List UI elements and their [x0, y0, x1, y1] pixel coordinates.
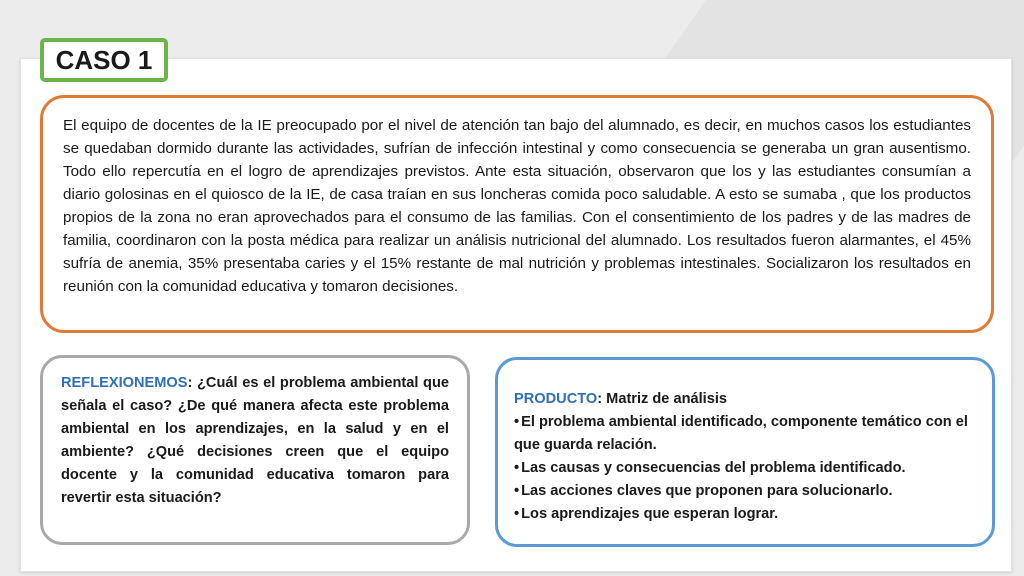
reflection-label: REFLEXIONEMOS [61, 375, 188, 391]
product-box [495, 357, 995, 547]
bullet-icon: • [514, 414, 520, 430]
bullet-icon: • [514, 460, 520, 476]
list-item: • El problema ambiental identificado, componente temático con el que guarda relación. [514, 414, 968, 453]
page-title: CASO 1 [55, 44, 153, 75]
list-item: • Las acciones claves que proponen para solucionarlo. [514, 483, 893, 499]
case-text-box [40, 95, 994, 333]
case-paragraph: El equipo de docentes de la IE preocupado por el nivel de atención tan bajo del alumnado, es decir, en muchos casos los estudiantes se quedaban dormido durante las actividades, sufrían de infección intestinal y como consecuencia se generaba un gran ausentismo. Todo ello repercutía en el logro de aprendizajes previstos. Ante esta situación, observaron que los y las estudiantes consumían a diario golosinas en el quiosco de la IE, de casa traían en sus loncheras comida poco saludable. A esto se sumaba , que los productos propios de la zona no eran aprovechados para el consumo de las familias. Con el consentimiento de los padres y de las madres de familia, coordinaron con la posta médica para realizar un análisis nutricional del alumnado. Los resultados fueron alarmantes, el 45% sufría de anemia, 35% presentaba caries y el 15% restante de mal nutrición y problemas intestinales. Socializaron los resultados en reunión con la comunidad educativa y tomaron decisiones. [63, 117, 971, 295]
list-item: • Las causas y consecuencias del problema identificado. [514, 460, 906, 476]
list-item: • Los aprendizajes que esperan lograr. [514, 506, 779, 522]
product-heading-line [514, 388, 976, 411]
reflection-paragraph [61, 372, 449, 510]
reflection-text: : ¿Cuál es el problema ambiental que señala el caso? ¿De qué manera afecta este problema ambiental en los aprendizajes, en la salud y en el ambiente? ¿Qué decisiones creen que el equipo docente y la comunidad educativa tomaron para revertir esta situación? [61, 375, 449, 506]
bullet-icon: • [514, 483, 520, 499]
reflection-box [40, 355, 470, 545]
product-heading: : Matriz de análisis [597, 391, 728, 407]
title-box [40, 38, 168, 82]
product-list [514, 411, 976, 526]
product-label: PRODUCTO [514, 391, 598, 407]
bullet-icon: • [514, 506, 520, 522]
